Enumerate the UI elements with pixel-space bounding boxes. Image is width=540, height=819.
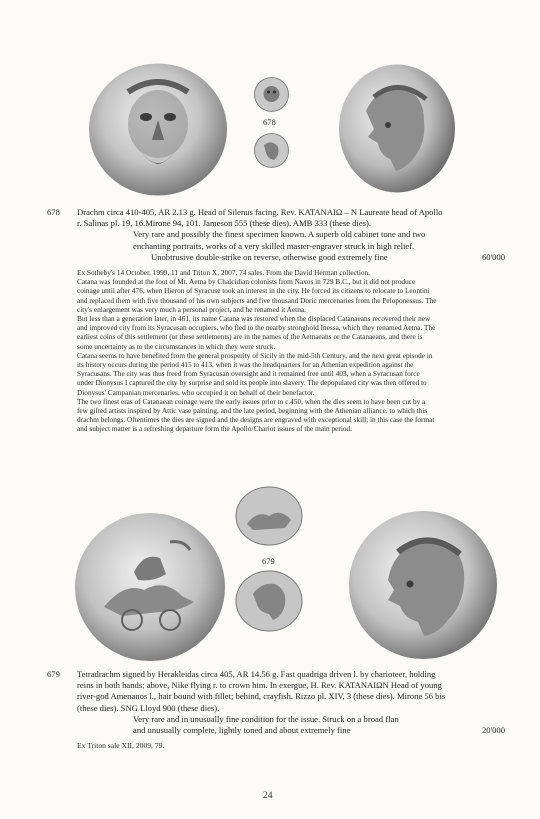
coin-678-obverse-silenus-enlarged (88, 62, 228, 197)
lot-price: 60'000 (481, 251, 505, 262)
note-line: Catana was founded at the foot of Mt. Aetna by Chalcidian colonists from Naxos in 729 B.C., but it did not produce (77, 277, 416, 287)
coin-678-obverse-small (254, 77, 289, 112)
coin-679-obverse-quadriga-enlarged (74, 512, 226, 662)
lot-line: Very rare and possibly the finest specimen known. A superb old cabinet tone and two (133, 229, 426, 240)
note-line: coinage until after 476, when Hieron of Syracuse took an interest in the city. He forced its citizens to relocate to Leontini (77, 286, 430, 296)
page-number: 24 (263, 791, 273, 801)
note-line: under Dionysus I captured the city by surprise and sold its people into slavery. The depopulated city was then offered to (77, 378, 427, 388)
note-line: city's enlargement was very much a personal project, and he renamed it Aetna. (77, 304, 306, 314)
lot-line: r. Salinas pl. 19, 16.Mirone 94, 101. Jameson 555 (these dies). AMB 333 (these dies). (77, 218, 372, 229)
lot-line: river-god Amenanos l., hair bound with fillet; behind, crayfish. Rizzo pl. XIV, 3 (these dies). Mirone 56 bis (77, 691, 446, 702)
note-line: and replaced them with five thousand of his own subjects and five thousand Doric mercenaries from the Peloponessus. The (77, 295, 437, 305)
lot-line: Unobtrusive double-strike on reverse, otherwise good extremely fine (151, 251, 388, 262)
coin-678-reverse-apollo-enlarged (338, 63, 456, 194)
note-line: some uncertainty as to the circumstances in which they were struck. (77, 341, 276, 351)
note-line: Syracusans. The city was thus freed from Syracusan oversight and it remained free until 403, when a Syracusan force (77, 369, 420, 379)
lot-678-notes (77, 268, 507, 434)
note-line: and improved city from its Syracusan occupiers, who fled to the nearby stronghold Inessa, which they renamed Aetna. The (77, 323, 436, 333)
note-line: earliest coins of this settlement (or these settlements) are in the names of the Aetnaeans or the Catanaeans, and there is (77, 332, 423, 342)
lot-line: Drachm circa 410-405, AR 2.13 g. Head of Silenus facing. Rev. ΚΑΤΑΝΑΙΩ – N Laureate head of Apollo (77, 207, 443, 217)
lot-line: Very rare and in unusually fine condition for the issue. Struck on a broad flan (133, 713, 399, 724)
lot-line: (these dies). SNG Lloyd 900 (these dies). (77, 702, 220, 713)
plate-label-678: 678 (263, 117, 276, 127)
coin-679-obverse-small (235, 486, 303, 546)
lot-line: and unusually complete, lightly toned and about extremely fine (133, 725, 351, 736)
lot-678-description (47, 207, 505, 263)
lot-line: reins in both hands; above, Nike flying r. to crown him. In exergue, H. Rev. ΚΑΤΑΝΑΙΩΝ Head of young (77, 680, 442, 691)
lot-number: 679 (47, 669, 60, 679)
provenance-note: Ex Sotheby's 14 October, 1999, 11 and Triton X, 2007, 74 sales. From the David Herman collection. (77, 268, 370, 277)
lot-line: Tetradrachm signed by Herakleidas circa 405, AR 14.56 g. Fast quadriga driven l. by charioteer, holding (77, 669, 436, 679)
lot-number: 678 (47, 207, 60, 217)
plate-label-679: 679 (262, 556, 275, 566)
note-line: But less than a generation later, in 461, its name Catana was restored when the displaced Catanaeans recovered their new (77, 314, 431, 324)
note-line: drachm belongs. Oftentimes the dies are signed and the designs are engraved with exceptional skill; in this case the format (77, 415, 435, 425)
lot-679-description (47, 669, 505, 737)
lot-price: 20'000 (481, 725, 505, 735)
coin-679-reverse-small (235, 570, 303, 632)
note-line: few gifted artists inspired by Attic vase painting, and the late period, beginning with the Athenian alliance, to which this (77, 406, 428, 416)
provenance-note-679: Ex Triton sale XII, 2009, 79. (77, 741, 165, 750)
note-line: its history occurs during the period 415 to 413, when it was the headquarters for an Athenian expedition against the (77, 360, 414, 370)
note-line: and subject matter is a refreshing departure form the Apollo/Chariot issues of the main period. (77, 424, 352, 434)
coin-678-reverse-small (254, 133, 289, 168)
lot-line: enchanting portraits, works of a very skilled master-engraver struck in high relief. (133, 240, 415, 251)
coin-679-reverse-amenanos-enlarged (348, 510, 498, 660)
note-line: Catana seems to have benefited from the general prosperity of Sicily in the mid-5th Century, and the next great episode in (77, 350, 433, 360)
note-line: Dionysus' Campanian mercenaries, who occupied it on behalf of their benefactor. (77, 387, 315, 397)
note-line: The two finest eras of Catanaean coinage were the early issues prior to c.450, when the dies seem to have been cut by a (77, 396, 426, 406)
